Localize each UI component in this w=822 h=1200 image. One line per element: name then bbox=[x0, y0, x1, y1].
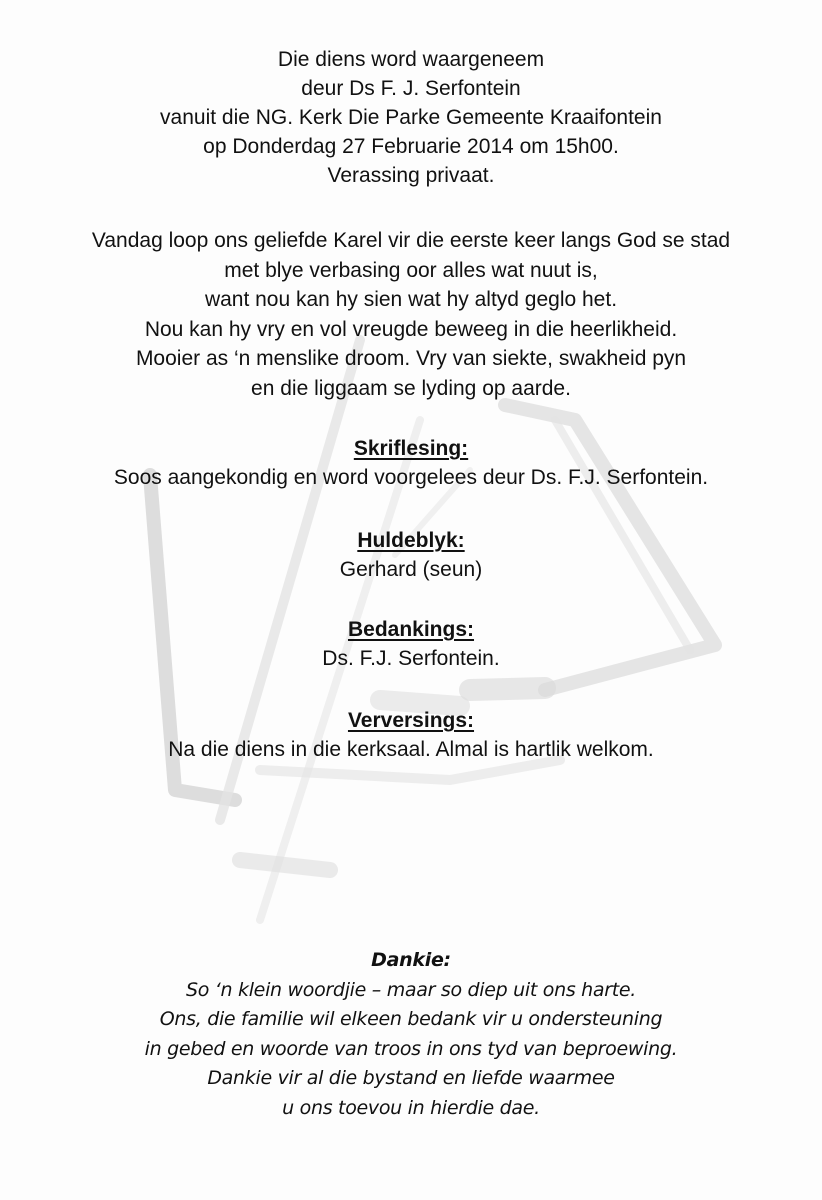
thanks-line: Dankie vir al die bystand en liefde waarmee bbox=[207, 1067, 615, 1089]
service-line: vanuit die NG. Kerk Die Parke Gemeente Kraaifontein bbox=[160, 106, 662, 129]
thanks-title: Dankie: bbox=[371, 949, 451, 971]
poem-line: Mooier as ‘n menslike droom. Vry van siekte, swakheid pyn bbox=[135, 347, 687, 370]
poem-line: want nou kan hy sien wat hy altyd geglo het. bbox=[204, 288, 618, 311]
service-line: op Donderdag 27 Februarie 2014 om 15h00. bbox=[203, 135, 619, 158]
poem-line: met blye verbasing oor alles wat nuut is, bbox=[224, 258, 598, 282]
section-verversings bbox=[0, 706, 822, 764]
service-line: deur Ds F. J. Serfontein bbox=[301, 77, 521, 100]
thanks-line: Ons, die familie wil elkeen bedank vir u ondersteuning bbox=[159, 1008, 663, 1030]
section-bedankings bbox=[0, 615, 822, 673]
section-huldeblyk bbox=[0, 526, 822, 584]
section-body: Soos aangekondig en word voorgelees deur Ds. F.J. Serfontein. bbox=[113, 466, 709, 489]
poem-line: en die liggaam se lyding op aarde. bbox=[251, 376, 571, 400]
service-line: Die diens word waargeneem bbox=[277, 48, 545, 71]
memorial-poem bbox=[0, 226, 822, 403]
section-body: Ds. F.J. Serfontein. bbox=[322, 647, 500, 670]
section-heading: Huldeblyk: bbox=[357, 529, 465, 552]
section-body: Na die diens in die kerksaal. Almal is hartlik welkom. bbox=[168, 738, 654, 761]
thank-you-note bbox=[0, 946, 822, 1123]
poem-line: Nou kan hy vry en vol vreugde beweeg in die heerlikheid. bbox=[144, 317, 678, 341]
section-heading: Skriflesing: bbox=[353, 437, 469, 460]
poem-line: Vandag loop ons geliefde Karel vir die eerste keer langs God se stad bbox=[91, 229, 731, 252]
thanks-line: u ons toevou in hierdie dae. bbox=[282, 1096, 540, 1119]
thanks-line: in gebed en woorde van troos in ons tyd van beproewing. bbox=[144, 1037, 678, 1060]
section-heading: Bedankings: bbox=[347, 618, 475, 641]
section-skriflesing bbox=[0, 434, 822, 492]
section-body: Gerhard (seun) bbox=[339, 558, 483, 581]
section-heading: Verversings: bbox=[347, 709, 475, 732]
service-line: Verassing privaat. bbox=[327, 164, 495, 187]
service-details bbox=[0, 45, 822, 190]
thanks-line: So ‘n klein woordjie – maar so diep uit ons harte. bbox=[185, 978, 637, 1001]
